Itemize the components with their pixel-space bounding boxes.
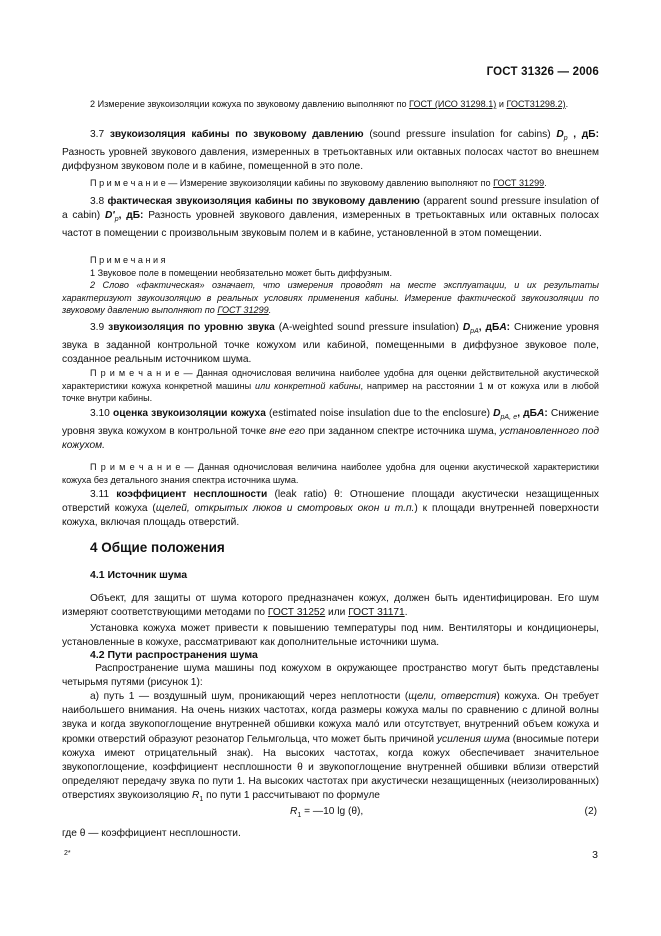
- formula-number: (2): [584, 806, 597, 817]
- link-gost-31299[interactable]: ГОСТ 31299: [493, 178, 545, 188]
- notes-3-8: П р и м е ч а н и я 1 Звуковое поле в помещении необязательно может быть диффузным. 2 Слово «фактическая» означает, что измерения проводят на месте эксплуатации, и их результаты характеризуют звукоизоляцию в реальных условиях применения кабины. Измерение фактической звукоизоляции по звуковому давлению выполняют по ГОСТ 31299.: [62, 255, 599, 316]
- term-3-11: 3.11 коэффициент несплошности (leak ratio) θ: Отношение площади акустически незащищенных отверстий кожуха (щелей, открытых люков и смотровых окон и т.п.) к площади внутренней поверхности кожуха, включая площадь отверстий.: [62, 489, 599, 529]
- section-4-2-title: 4.2 Пути распространения шума: [90, 649, 258, 661]
- term-3-10: 3.10 оценка звукоизоляции кожуха (estimated noise insulation due to the enclosure) $D_{pA, e}$, дБA: Снижение уровня звука кожухом в контрольной точке вне его при заданном спектре источника шума, установленного под кожухом.: [62, 408, 599, 452]
- term-3-7: 3.7 звукоизоляция кабины по звуковому давлению (sound pressure insulation for cabins) $D_p$ , дБ: Разность уровней звукового давления, измеренных в третьоктавных или октавных полосах частот во внешнем диффузном звуковом поле и в кабине, помещенной в это поле.: [62, 129, 599, 173]
- term-3-8: 3.8 фактическая звукоизоляция кабины по звуковому давлению (apparent sound pressure insulation of a cabin) $D'_p$, дБ: Разность уровней звукового давления, измеренных в третьоктавных или октавных полосах частот в помещении с произвольным звуковым полем и в кабине, установленной в этом помещении.: [62, 196, 599, 240]
- term-3-9: 3.9 звукоизоляция по уровню звука (A-weighted sound pressure insulation) $D_{pA}$, дБA: Снижение уровня звука в заданной контрольной точке кожухом или кабиной, помещенными в диффузное звуковое поле, созданное реальным источником шума.: [62, 322, 599, 366]
- note-3-9: П р и м е ч а н и е — Данная одночисловая величина наиболее удобна для оценки действительной акустической характеристики кожуха конкретной машины или конкретной кабины, например на расстоянии 1 м от кожуха или в любой точке внутри кабины.: [62, 368, 600, 404]
- link-gost-31171[interactable]: ГОСТ 31171: [348, 607, 405, 619]
- link-gost-31298-2[interactable]: ГОСТ31298.2): [506, 99, 566, 109]
- section-4-1-paragraph-1: Объект, для защиты от шума которого предназначен кожух, должен быть идентифицирован. Его шум измеряют соответствующими методами по ГОСТ 31252 или ГОСТ 31171.: [62, 593, 599, 619]
- link-gost-31299-2[interactable]: ГОСТ 31299: [217, 305, 269, 316]
- section-4-title: 4 Общие положения: [90, 540, 225, 555]
- link-gost-31298-1[interactable]: ГОСТ (ИСО 31298.1): [409, 99, 497, 109]
- note-3-10: П р и м е ч а н и е — Данная одночисловая величина наиболее удобна для оценки акустической характеристики кожуха без детального знания спектра источника шума.: [62, 462, 599, 485]
- section-4-2-paragraph-1: Распространение шума машины под кожухом в окружающее пространство могут быть представлены четырьмя путями (рисунок 1):: [62, 663, 599, 689]
- note-measurement-reference: 2 Измерение звукоизоляции кожуха по звуковому давлению выполняют по ГОСТ (ИСО 31298.1) и ГОСТ31298.2).: [90, 99, 569, 109]
- document-header: ГОСТ 31326 — 2006: [486, 66, 599, 78]
- page-number: 3: [592, 849, 598, 861]
- formula-2: $R_1$ = —10 lg (θ), (2): [290, 806, 597, 820]
- formula-explanation: где θ — коэффициент несплошности.: [62, 828, 241, 839]
- link-gost-31252[interactable]: ГОСТ 31252: [267, 607, 326, 619]
- note-3-7: П р и м е ч а н и е — Измерение звукоизоляции кабины по звуковому давлению выполняют по ГОСТ 31299.: [90, 178, 547, 188]
- section-4-1-paragraph-2: Установка кожуха может привести к повышению температуры под ним. Вентиляторы и кондиционеры, установленные в кожухе, рассматривают как дополнительные источники шума.: [62, 623, 599, 649]
- footer-sheet-mark: 2*: [64, 850, 71, 857]
- section-4-2-paragraph-a: а) путь 1 — воздушный шум, проникающий через неплотности (щели, отверстия) кожуха. Он требует наибольшего внимания. На очень низких частотах, когда размеры кожуха малы по сравнению с длиной волны звука и когда звукопоглощение внутренней обшивки кожуха малó или отсутствует, внутренний объем кожуха и кромки отверстий образуют резонатор Гельмгольца, что может быть причиной усиления шума (вносимые потери кожуха имеют отрицательный знак). На высоких частотах, когда кожух обеспечивает значительное звукопоглощение, коэффициент несплошности θ и звукопоглощение внутренней обшивки вблизи отверстий определяют передачу звука по пути 1. На высоких частотах при акустически незащищенных (неизолированных) отверстиях звукоизоляцию $R_1$ по пути 1 рассчитывают по формуле: [62, 691, 599, 804]
- section-4-1-title: 4.1 Источник шума: [90, 569, 188, 581]
